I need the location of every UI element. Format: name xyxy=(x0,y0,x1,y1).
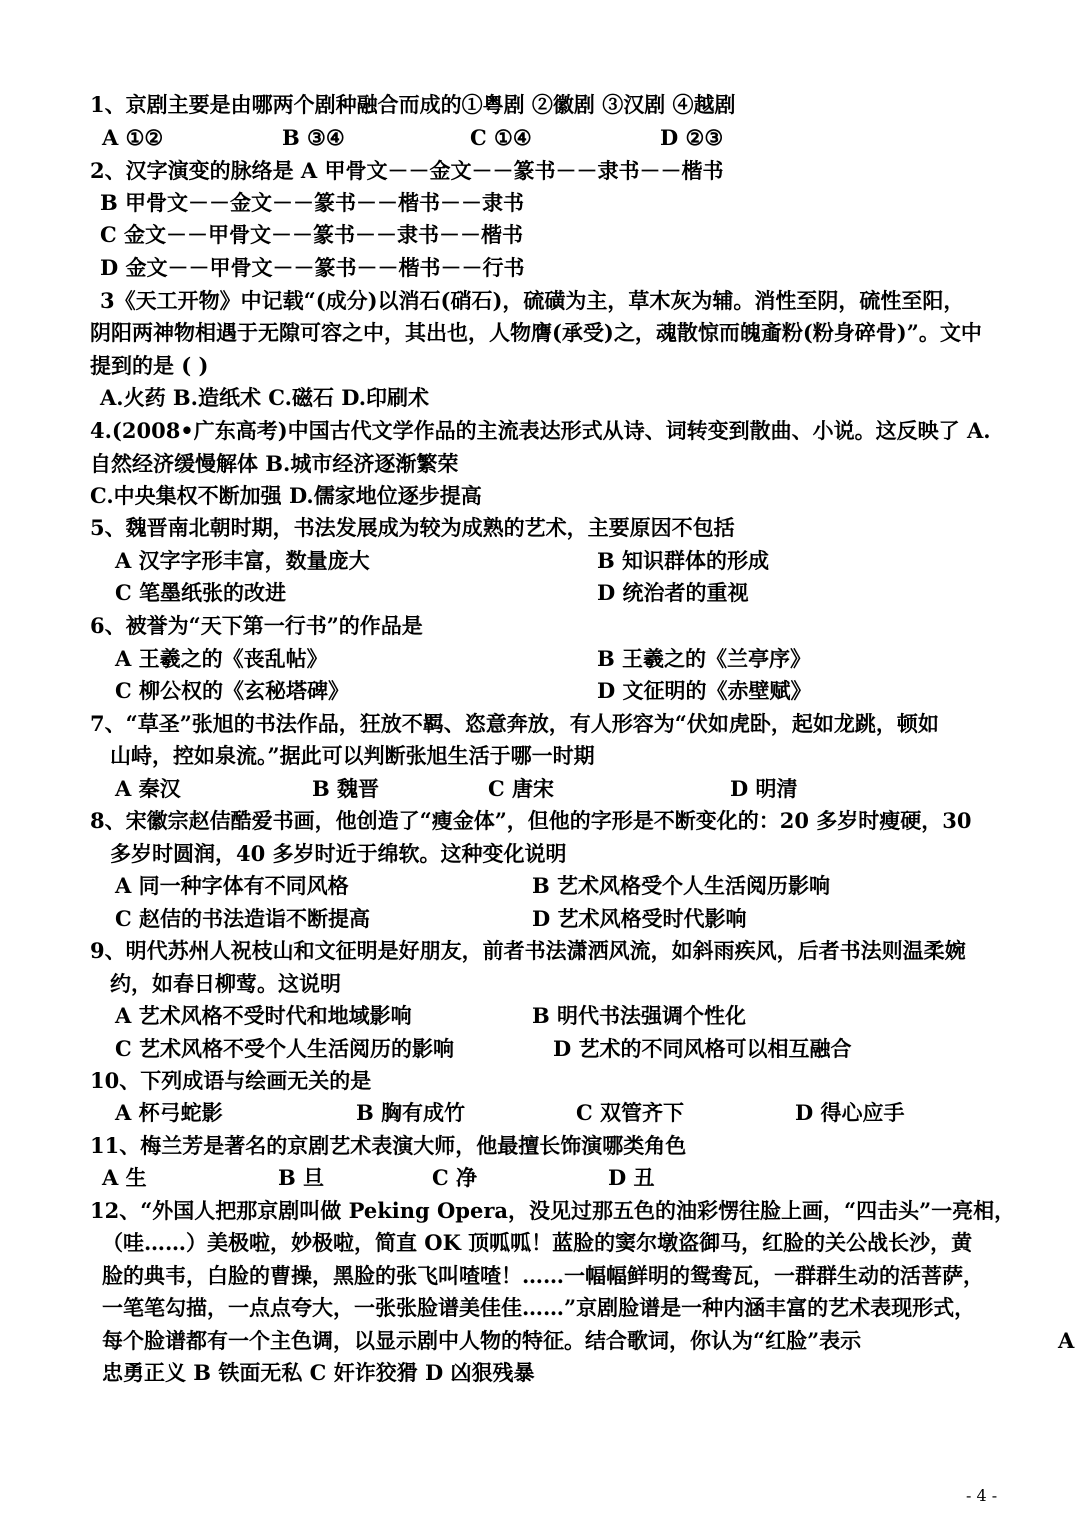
q11-stem: 11、梅兰芳是著名的京剧艺术表演大师，他最擅长饰演哪类角色 xyxy=(90,1133,687,1158)
q11-option-a: A 生 xyxy=(102,1165,147,1190)
q12-line5: 每个脸谱都有一个主色调，以显示剧中人物的特征。结合歌词，你认为“红脸”表示 xyxy=(102,1328,862,1353)
q8-line2: 多岁时圆润，40 多岁时近于绵软。这种变化说明 xyxy=(110,841,567,866)
q7-option-d: D 明清 xyxy=(730,776,798,801)
q9-option-d: D 艺术的不同风格可以相互融合 xyxy=(553,1036,852,1061)
q6-option-d: D 文征明的《赤壁赋》 xyxy=(597,678,812,703)
q10-option-a: A 杯弓蛇影 xyxy=(115,1100,223,1125)
q1-option-b: B ③④ xyxy=(282,125,345,150)
q9-option-c: C 艺术风格不受个人生活阅历的影响 xyxy=(115,1036,455,1061)
q8-option-a: A 同一种字体有不同风格 xyxy=(115,873,349,898)
q8-line1: 8、宋徽宗赵佶酷爱书画，他创造了“瘦金体”，但他的字形是不断变化的：20 多岁时瘦硬，30 xyxy=(90,808,972,833)
q12-line1: 12、“外国人把那京剧叫做 Peking Opera，没见过那五色的油彩愣往脸上画，“四击头”一亮相， xyxy=(90,1198,1016,1223)
q5-option-d: D 统治者的重视 xyxy=(597,580,749,605)
q12-line2: （哇……）美极啦，妙极啦，简直 OK 顶呱呱！蓝脸的窦尔墩盗御马，红脸的关公战长沙，黄 xyxy=(102,1230,973,1255)
q6-option-b: B 王羲之的《兰亭序》 xyxy=(597,646,812,671)
q5-option-b: B 知识群体的形成 xyxy=(597,548,770,573)
q10-option-c: C 双管齐下 xyxy=(576,1100,685,1125)
q5-stem: 5、魏晋南北朝时期，书法发展成为较为成熟的艺术，主要原因不包括 xyxy=(90,515,735,540)
q1-option-c: C ①④ xyxy=(470,125,532,150)
q10-stem: 10、下列成语与绘画无关的是 xyxy=(90,1068,372,1093)
q7-option-a: A 秦汉 xyxy=(115,776,181,801)
q11-option-b: B 旦 xyxy=(278,1165,325,1190)
q8-option-b: B 艺术风格受个人生活阅历影响 xyxy=(532,873,831,898)
q10-option-b: B 胸有成竹 xyxy=(356,1100,466,1125)
q4-line2: 自然经济缓慢解体 B.城市经济逐渐繁荣 xyxy=(90,451,459,476)
q1-option-d: D ②③ xyxy=(660,125,724,150)
q7-line2: 山峙，控如泉流。”据此可以判断张旭生活于哪一时期 xyxy=(110,743,595,768)
q9-option-a: A 艺术风格不受时代和地域影响 xyxy=(115,1003,412,1028)
q6-stem: 6、被誉为“天下第一行书”的作品是 xyxy=(90,613,423,638)
q3-line1: 3《天工开物》中记载“(成分)以消石(硝石)，硫磺为主，草木灰为辅。消性至阴，硫性至阳， xyxy=(100,288,965,313)
q2-option-d: D 金文－－甲骨文－－篆书－－楷书－－行书 xyxy=(100,255,525,280)
q7-line1: 7、“草圣”张旭的书法作品，狂放不羁、恣意奔放，有人形容为“伏如虎卧，起如龙跳，顿如 xyxy=(90,711,939,736)
q3-line3: 提到的是 ( ) xyxy=(90,353,209,378)
q7-option-b: B 魏晋 xyxy=(312,776,380,801)
q9-line2: 约，如春日柳莺。这说明 xyxy=(110,971,341,996)
page-number: - 4 - xyxy=(966,1486,998,1505)
q12-line4: 一笔笔勾描，一点点夸大，一张张脸谱美佳佳……”京剧脸谱是一种内涵丰富的艺术表现形式， xyxy=(102,1295,976,1320)
q3-options: A.火药 B.造纸术 C.磁石 D.印刷术 xyxy=(100,385,430,410)
q1-option-a: A ①② xyxy=(102,125,164,150)
q8-option-c: C 赵佶的书法造诣不断提高 xyxy=(115,906,371,931)
q6-option-a: A 王羲之的《丧乱帖》 xyxy=(115,646,328,671)
q10-option-d: D 得心应手 xyxy=(795,1100,905,1125)
q5-option-a: A 汉字字形丰富，数量庞大 xyxy=(115,548,370,573)
q7-option-c: C 唐宋 xyxy=(488,776,555,801)
q12-line3: 脸的典韦，白脸的曹操，黑脸的张飞叫喳喳！……一幅幅鲜明的鸳鸯瓦，一群群生动的活菩萨， xyxy=(102,1263,984,1288)
q3-line2: 阴阳两神物相遇于无隙可容之中，其出也，人物膺(承受)之，魂散惊而魄齑粉(粉身碎骨)”。文中 xyxy=(90,320,982,345)
q4-line1: 4.(2008•广东高考)中国古代文学作品的主流表达形式从诗、词转变到散曲、小说。这反映了 A. xyxy=(90,418,991,443)
q6-option-c: C 柳公权的《玄秘塔碑》 xyxy=(115,678,350,703)
q9-option-b: B 明代书法强调个性化 xyxy=(532,1003,747,1028)
q12-line6: 忠勇正义 B 铁面无私 C 奸诈狡猾 D 凶狠残暴 xyxy=(102,1360,535,1385)
q5-option-c: C 笔墨纸张的改进 xyxy=(115,580,287,605)
q8-option-d: D 艺术风格受时代影响 xyxy=(532,906,747,931)
q12-option-a-label: A xyxy=(1058,1328,1075,1353)
q11-option-d: D 丑 xyxy=(608,1165,655,1190)
q2-stem: 2、汉字演变的脉络是 A 甲骨文－－金文－－篆书－－隶书－－楷书 xyxy=(90,158,724,183)
q9-line1: 9、明代苏州人祝枝山和文征明是好朋友，前者书法潇洒风流，如斜雨疾风，后者书法则温柔婉 xyxy=(90,938,966,963)
q2-option-b: B 甲骨文－－金文－－篆书－－楷书－－隶书 xyxy=(100,190,525,215)
q11-option-c: C 净 xyxy=(432,1165,478,1190)
q2-option-c: C 金文－－甲骨文－－篆书－－隶书－－楷书 xyxy=(100,222,524,247)
q1-stem: 1、京剧主要是由哪两个剧种融合而成的①粤剧 ②徽剧 ③汉剧 ④越剧 xyxy=(90,92,736,117)
q4-line3: C.中央集权不断加强 D.儒家地位逐步提高 xyxy=(90,483,482,508)
